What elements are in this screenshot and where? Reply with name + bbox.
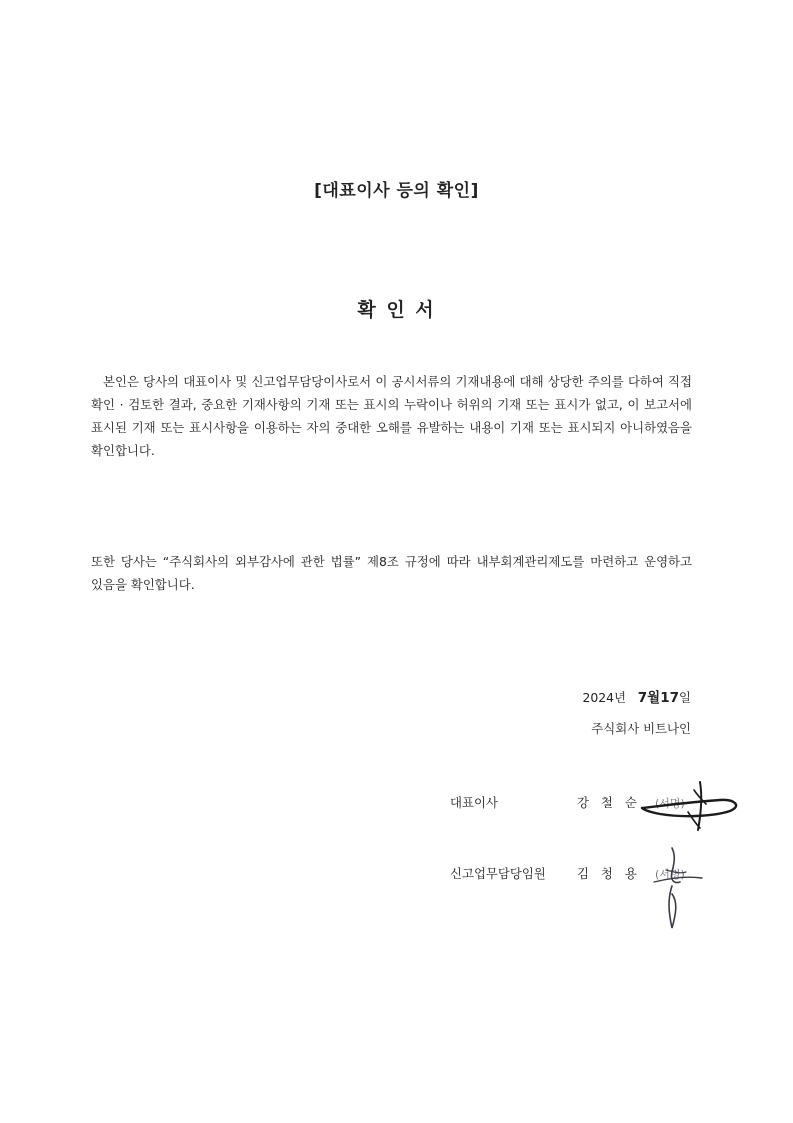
- signatory-name: 강 철 순: [577, 795, 641, 810]
- internal-control-paragraph: 또한 당사는 “주식회사의 외부감사에 관한 법률” 제8조 규정에 따라 내부회계관리제도를 마련하고 운영하고 있음을 확인합니다.: [91, 554, 692, 592]
- seal-placeholder: (서명): [655, 797, 685, 810]
- handwritten-signature-officer: [650, 842, 710, 934]
- date-month: 7월: [637, 690, 661, 706]
- company-name: 주식회사 비트나인: [591, 721, 691, 736]
- signatory-disclosure-officer: [450, 864, 641, 882]
- date-day-unit: 일: [679, 690, 691, 705]
- confirmation-paragraph: 본인은 당사의 대표이사 및 신고업무담당이사로서 이 공시서류의 기재내용에 대해 상당한 주의를 다하여 직접 확인 · 검토한 결과, 중요한 기재사항의 기재 또는 표시의 누락이나 허위의 기재 또는 표시가 없고, 이 보고서에 표시된 기재 또는 표시사항을 이용하는 자의 중대한 오해를 유발하는 내용이 기재 또는 표시되지 아니하였음을 확인합니다.: [91, 374, 692, 458]
- seal-placeholder: (서명): [655, 868, 685, 881]
- signatory-ceo: [450, 793, 641, 811]
- date-line: [582, 686, 691, 706]
- signatory-role: 대표이사: [450, 795, 498, 810]
- date-day: 17: [660, 690, 680, 706]
- document-title: 확 인 서: [357, 299, 436, 321]
- handwritten-signature-ceo: [630, 778, 745, 838]
- section-heading: [대표이사 등의 확인]: [314, 181, 479, 201]
- signatory-role: 신고업무담당임원: [450, 866, 546, 881]
- signatory-name: 김 청 용: [577, 866, 641, 881]
- date-year: 2024년: [582, 690, 626, 705]
